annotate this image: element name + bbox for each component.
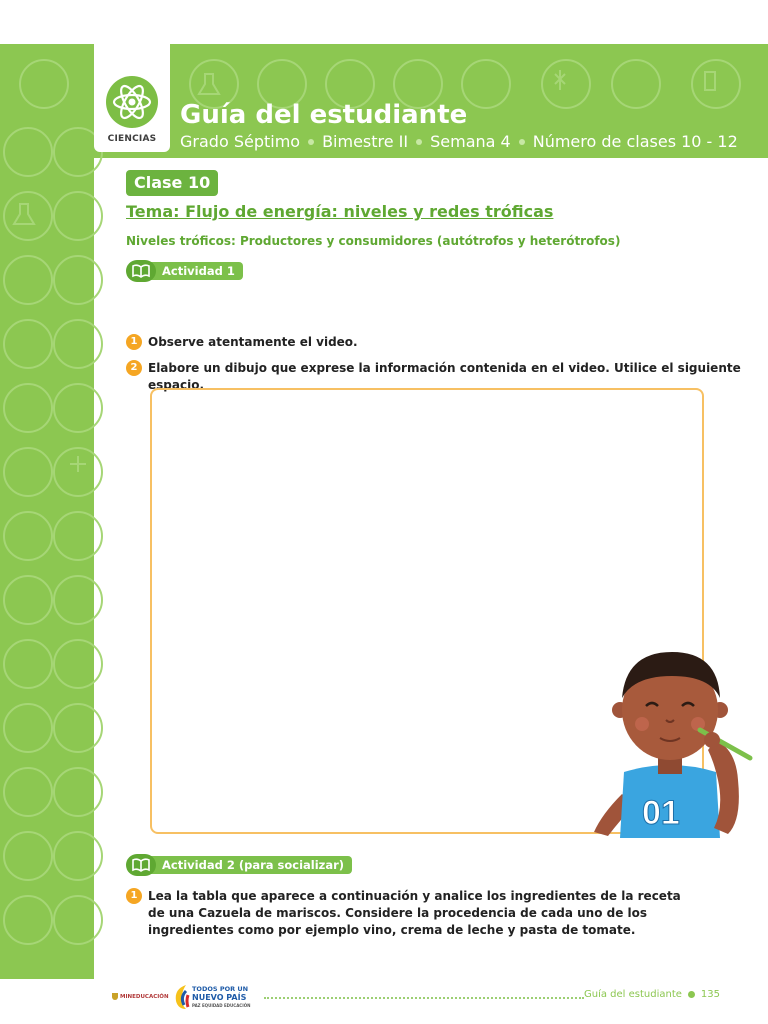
- logo-line-2: NUEVO PAÍS: [192, 993, 247, 1002]
- step-number: 1: [126, 888, 142, 904]
- book-icon: [126, 854, 156, 876]
- separator-dot: [416, 139, 422, 145]
- activity-1-label: Actividad 1: [146, 262, 243, 280]
- class-badge: Clase 10: [126, 170, 218, 196]
- activity-2-header: [126, 854, 352, 876]
- pattern-left-column: [4, 128, 102, 944]
- subject-tab: [94, 44, 170, 152]
- shield-icon: [112, 993, 118, 1000]
- grade-label: Grado Séptimo: [180, 132, 301, 151]
- shirt-number: 01: [642, 794, 680, 832]
- nuevo-pais-logo: [172, 983, 252, 1013]
- atom-icon: [106, 76, 158, 128]
- separator-dot: [519, 139, 525, 145]
- step-text: Elabore un dibujo que exprese la información contenida en el video. Utilice el siguiente espacio.: [148, 361, 741, 392]
- step-text: Lea la tabla que aparece a continuación y analice los ingredientes de la receta de una Cazuela de mariscos. Considere la procedencia de cada uno de los ingredientes como por ejemplo vino, crema de leche y pasta de tomate.: [148, 889, 681, 937]
- logo-line-1: TODOS POR UN: [192, 985, 249, 993]
- separator-dot: [308, 139, 314, 145]
- activity-2-step-1: [126, 888, 686, 939]
- week-label: Semana 4: [430, 132, 511, 151]
- book-icon: [126, 260, 156, 282]
- page-title: Guía del estudiante: [180, 100, 468, 130]
- class-count-label: Número de clases 10 - 12: [532, 132, 738, 151]
- term-label: Bimestre II: [322, 132, 409, 151]
- logo-line-3: PAZ EQUIDAD EDUCACIÓN: [192, 1003, 251, 1008]
- page-number: 135: [700, 989, 721, 1000]
- activity-1-step-1: [126, 334, 358, 351]
- header-meta: [180, 132, 738, 151]
- activity-1-header: [126, 260, 243, 282]
- page-footer: [108, 983, 721, 1013]
- step-text: Observe atentamente el video.: [148, 335, 358, 349]
- step-number: 1: [126, 334, 142, 350]
- subject-label: CIENCIAS: [107, 134, 157, 144]
- footer-guide-label: Guía del estudiante: [584, 989, 682, 1000]
- mineducacion-logo: MINEDUCACIÓN: [112, 993, 169, 1000]
- main-content: [94, 158, 768, 1008]
- footer-divider: [264, 997, 584, 999]
- activity-2-label: Actividad 2 (para socializar): [146, 856, 352, 874]
- colombia-flag-icon: [172, 983, 192, 1011]
- page: [0, 44, 768, 1008]
- footer-dot: [688, 991, 695, 998]
- subtopic-heading: Niveles tróficos: Productores y consumidores (autótrofos y heterótrofos): [126, 234, 621, 248]
- topic-heading: Tema: Flujo de energía: niveles y redes tróficas: [126, 202, 554, 221]
- step-number: 2: [126, 360, 142, 376]
- footer-label: [584, 989, 720, 1000]
- student-illustration: [584, 644, 764, 840]
